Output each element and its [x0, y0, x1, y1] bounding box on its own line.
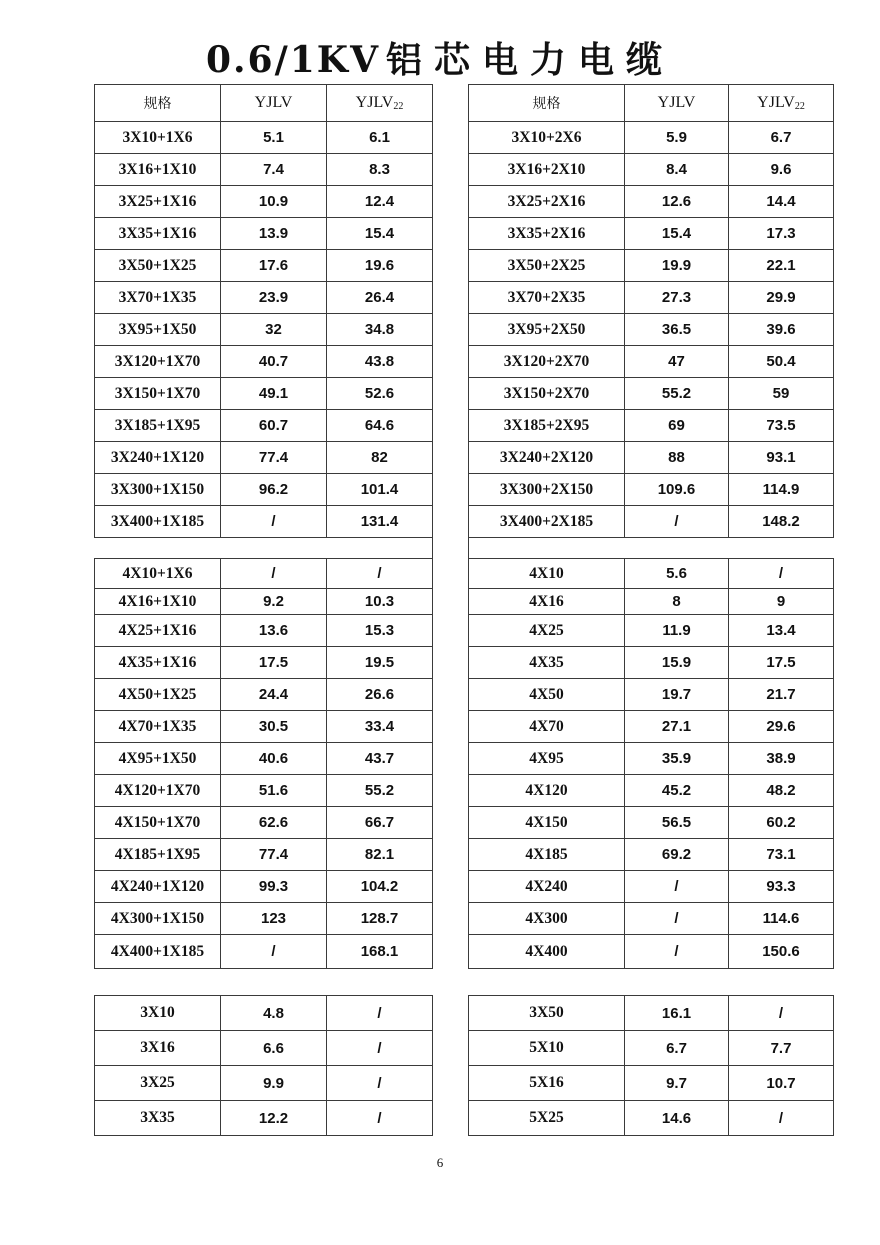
yjlv-weight-cell: 45.2: [625, 775, 729, 807]
yjlv-weight-cell: 56.5: [625, 807, 729, 839]
yjlv22-weight-cell: 9: [729, 589, 834, 615]
table-row: [95, 1066, 433, 1101]
spec-cell: 3X35: [95, 1101, 221, 1136]
yjlv22-weight-cell: 59: [729, 378, 834, 410]
table-row: [469, 807, 834, 839]
table-row: [469, 282, 834, 314]
yjlv-weight-cell: 12.2: [221, 1101, 327, 1136]
spec-cell: 3X70+2X35: [469, 282, 625, 314]
header-yjlv22-subscript: 22: [393, 101, 404, 112]
header-yjlv22: [729, 85, 834, 122]
yjlv-weight-cell: 109.6: [625, 474, 729, 506]
table-row: [95, 807, 433, 839]
yjlv-weight-cell: 13.9: [221, 218, 327, 250]
yjlv-weight-cell: 99.3: [221, 871, 327, 903]
yjlv-weight-cell: 47: [625, 346, 729, 378]
spec-cell: 4X300+1X150: [95, 903, 221, 935]
spec-cell: 4X120: [469, 775, 625, 807]
yjlv22-weight-cell: 60.2: [729, 807, 834, 839]
yjlv22-weight-cell: 15.3: [327, 615, 433, 647]
yjlv22-weight-cell: 19.6: [327, 250, 433, 282]
table-row: [95, 506, 433, 538]
yjlv-weight-cell: 7.4: [221, 154, 327, 186]
yjlv22-weight-cell: 9.6: [729, 154, 834, 186]
yjlv-weight-cell: 51.6: [221, 775, 327, 807]
yjlv22-weight-cell: 26.6: [327, 679, 433, 711]
yjlv-weight-cell: /: [625, 506, 729, 538]
yjlv-weight-cell: 40.6: [221, 743, 327, 775]
yjlv22-weight-cell: 148.2: [729, 506, 834, 538]
yjlv-weight-cell: /: [221, 935, 327, 969]
yjlv22-weight-cell: 39.6: [729, 314, 834, 346]
table-row: [95, 839, 433, 871]
yjlv-weight-cell: 55.2: [625, 378, 729, 410]
table-row: [95, 442, 433, 474]
section-gap: [469, 538, 834, 559]
yjlv22-weight-cell: 7.7: [729, 1031, 834, 1066]
section-gap-cell: [95, 538, 433, 559]
spec-cell: 3X10: [95, 996, 221, 1031]
table-row: [95, 711, 433, 743]
yjlv-weight-cell: 4.8: [221, 996, 327, 1031]
table-row: [95, 871, 433, 903]
table-row: [95, 559, 433, 589]
yjlv-weight-cell: 24.4: [221, 679, 327, 711]
yjlv22-weight-cell: 114.6: [729, 903, 834, 935]
yjlv22-weight-cell: 131.4: [327, 506, 433, 538]
page-number: 6: [436, 1155, 444, 1170]
yjlv22-weight-cell: 29.6: [729, 711, 834, 743]
table-row: [469, 1066, 834, 1101]
yjlv22-weight-cell: /: [327, 559, 433, 589]
yjlv-weight-cell: 5.9: [625, 122, 729, 154]
spec-cell: 3X120+1X70: [95, 346, 221, 378]
table-row: [469, 314, 834, 346]
yjlv22-weight-cell: 21.7: [729, 679, 834, 711]
table-row: [469, 743, 834, 775]
yjlv-weight-cell: 96.2: [221, 474, 327, 506]
spec-cell: 4X400: [469, 935, 625, 969]
table-row: [95, 935, 433, 969]
yjlv-weight-cell: /: [625, 903, 729, 935]
yjlv-weight-cell: 5.1: [221, 122, 327, 154]
table-row: [95, 743, 433, 775]
yjlv22-weight-cell: /: [327, 1031, 433, 1066]
table-row: [95, 218, 433, 250]
spec-cell: 3X16+1X10: [95, 154, 221, 186]
spec-cell: 4X95+1X50: [95, 743, 221, 775]
table-row: [95, 186, 433, 218]
yjlv22-weight-cell: /: [327, 1101, 433, 1136]
yjlv22-weight-cell: /: [729, 996, 834, 1031]
header-yjlv: YJLV: [625, 85, 729, 122]
table-row: [95, 154, 433, 186]
table-row: [469, 903, 834, 935]
spec-cell: 5X10: [469, 1031, 625, 1066]
header-yjlv22-subscript: 22: [794, 101, 805, 112]
yjlv-weight-cell: 14.6: [625, 1101, 729, 1136]
spec-cell: 4X50: [469, 679, 625, 711]
table-row: [95, 775, 433, 807]
header-yjlv22: [327, 85, 433, 122]
yjlv22-weight-cell: /: [327, 1066, 433, 1101]
table-row: [469, 186, 834, 218]
yjlv-weight-cell: 5.6: [625, 559, 729, 589]
table-row: [469, 996, 834, 1031]
yjlv-weight-cell: 19.9: [625, 250, 729, 282]
spec-cell: 4X400+1X185: [95, 935, 221, 969]
table-row: [469, 647, 834, 679]
yjlv-weight-cell: 9.9: [221, 1066, 327, 1101]
table-row: [95, 647, 433, 679]
yjlv22-weight-cell: 82.1: [327, 839, 433, 871]
yjlv22-weight-cell: 12.4: [327, 186, 433, 218]
yjlv22-weight-cell: 101.4: [327, 474, 433, 506]
table-row: [469, 935, 834, 969]
yjlv22-weight-cell: 114.9: [729, 474, 834, 506]
spec-cell: 3X70+1X35: [95, 282, 221, 314]
table-row: [469, 589, 834, 615]
yjlv-weight-cell: 16.1: [625, 996, 729, 1031]
table-row: [469, 154, 834, 186]
yjlv22-weight-cell: 52.6: [327, 378, 433, 410]
spec-cell: 4X150+1X70: [95, 807, 221, 839]
spec-cell: 3X50+1X25: [95, 250, 221, 282]
spec-cell: 3X95+1X50: [95, 314, 221, 346]
yjlv22-weight-cell: 33.4: [327, 711, 433, 743]
spec-cell: 4X70: [469, 711, 625, 743]
header-yjlv22-base: YJLV: [757, 94, 795, 111]
table-row: [469, 410, 834, 442]
right-table-lower: [468, 995, 834, 1136]
yjlv22-weight-cell: 22.1: [729, 250, 834, 282]
table-row: [95, 589, 433, 615]
yjlv22-weight-cell: 93.1: [729, 442, 834, 474]
table-row: [95, 314, 433, 346]
table-row: [469, 1101, 834, 1136]
spec-cell: 4X10+1X6: [95, 559, 221, 589]
yjlv-weight-cell: 19.7: [625, 679, 729, 711]
table-row: [95, 1031, 433, 1066]
spec-cell: 4X50+1X25: [95, 679, 221, 711]
yjlv22-weight-cell: /: [327, 996, 433, 1031]
spec-cell: 4X70+1X35: [95, 711, 221, 743]
header-yjlv22-base: YJLV: [355, 94, 394, 111]
table-row: [95, 474, 433, 506]
right-table-upper: [468, 84, 834, 969]
table-row: [469, 839, 834, 871]
yjlv22-weight-cell: 48.2: [729, 775, 834, 807]
spec-cell: 5X16: [469, 1066, 625, 1101]
yjlv-weight-cell: 35.9: [625, 743, 729, 775]
yjlv22-weight-cell: 13.4: [729, 615, 834, 647]
spec-cell: 3X50: [469, 996, 625, 1031]
table-row: [469, 378, 834, 410]
spec-cell: 3X35+2X16: [469, 218, 625, 250]
header-row: [469, 85, 834, 122]
table-row: [469, 711, 834, 743]
section-gap: [95, 538, 433, 559]
table-row: [95, 996, 433, 1031]
spec-cell: 3X25+1X16: [95, 186, 221, 218]
yjlv22-weight-cell: 73.5: [729, 410, 834, 442]
spec-cell: 3X10+1X6: [95, 122, 221, 154]
spec-cell: 3X16: [95, 1031, 221, 1066]
yjlv22-weight-cell: 10.3: [327, 589, 433, 615]
yjlv-weight-cell: 77.4: [221, 839, 327, 871]
yjlv-weight-cell: 27.1: [625, 711, 729, 743]
spec-cell: 4X185: [469, 839, 625, 871]
header-spec: 规格: [469, 85, 625, 122]
yjlv-weight-cell: 9.7: [625, 1066, 729, 1101]
yjlv-weight-cell: 8.4: [625, 154, 729, 186]
yjlv-weight-cell: 9.2: [221, 589, 327, 615]
table-row: [95, 903, 433, 935]
yjlv22-weight-cell: 8.3: [327, 154, 433, 186]
yjlv22-weight-cell: 38.9: [729, 743, 834, 775]
yjlv-weight-cell: 88: [625, 442, 729, 474]
yjlv22-weight-cell: 66.7: [327, 807, 433, 839]
spec-cell: 3X185+1X95: [95, 410, 221, 442]
table-row: [95, 1101, 433, 1136]
table-row: [95, 346, 433, 378]
left-table-lower: [94, 995, 433, 1136]
spec-cell: 4X25: [469, 615, 625, 647]
yjlv-weight-cell: 27.3: [625, 282, 729, 314]
yjlv-weight-cell: 32: [221, 314, 327, 346]
table-row: [469, 775, 834, 807]
spec-cell: 5X25: [469, 1101, 625, 1136]
yjlv-weight-cell: 13.6: [221, 615, 327, 647]
table-row: [95, 122, 433, 154]
yjlv-weight-cell: 62.6: [221, 807, 327, 839]
title-voltage: 0.6/1KV: [205, 39, 381, 81]
yjlv22-weight-cell: 6.1: [327, 122, 433, 154]
section-gap-cell: [469, 538, 834, 559]
yjlv-weight-cell: 15.4: [625, 218, 729, 250]
spec-cell: 3X50+2X25: [469, 250, 625, 282]
spec-cell: 3X240+1X120: [95, 442, 221, 474]
spec-cell: 4X150: [469, 807, 625, 839]
table-row: [95, 378, 433, 410]
yjlv22-weight-cell: 150.6: [729, 935, 834, 969]
table-row: [469, 442, 834, 474]
yjlv-weight-cell: 6.6: [221, 1031, 327, 1066]
table-row: [469, 679, 834, 711]
yjlv-weight-cell: 6.7: [625, 1031, 729, 1066]
yjlv22-weight-cell: 17.5: [729, 647, 834, 679]
spec-cell: 3X25: [95, 1066, 221, 1101]
yjlv-weight-cell: /: [625, 871, 729, 903]
table-row: [469, 218, 834, 250]
spec-cell: 3X300+1X150: [95, 474, 221, 506]
table-row: [469, 871, 834, 903]
spec-cell: 4X16: [469, 589, 625, 615]
page-title: [0, 34, 880, 86]
yjlv22-weight-cell: 93.3: [729, 871, 834, 903]
yjlv-weight-cell: 123: [221, 903, 327, 935]
yjlv22-weight-cell: 19.5: [327, 647, 433, 679]
yjlv22-weight-cell: /: [729, 559, 834, 589]
yjlv-weight-cell: 8: [625, 589, 729, 615]
table-row: [469, 1031, 834, 1066]
yjlv22-weight-cell: 34.8: [327, 314, 433, 346]
title-cable-type: 铝芯电力电缆: [386, 39, 675, 81]
yjlv-weight-cell: 15.9: [625, 647, 729, 679]
spec-cell: 4X300: [469, 903, 625, 935]
spec-cell: 4X10: [469, 559, 625, 589]
spec-cell: 4X25+1X16: [95, 615, 221, 647]
spec-cell: 4X16+1X10: [95, 589, 221, 615]
yjlv-weight-cell: 40.7: [221, 346, 327, 378]
yjlv-weight-cell: 10.9: [221, 186, 327, 218]
table-row: [469, 559, 834, 589]
yjlv-weight-cell: 77.4: [221, 442, 327, 474]
yjlv22-weight-cell: 43.8: [327, 346, 433, 378]
spec-cell: 3X300+2X150: [469, 474, 625, 506]
yjlv-weight-cell: 23.9: [221, 282, 327, 314]
yjlv22-weight-cell: 43.7: [327, 743, 433, 775]
yjlv-weight-cell: 11.9: [625, 615, 729, 647]
spec-cell: 3X150+1X70: [95, 378, 221, 410]
yjlv22-weight-cell: 55.2: [327, 775, 433, 807]
yjlv-weight-cell: 30.5: [221, 711, 327, 743]
header-yjlv: YJLV: [221, 85, 327, 122]
yjlv22-weight-cell: 82: [327, 442, 433, 474]
spec-cell: 4X95: [469, 743, 625, 775]
yjlv-weight-cell: 36.5: [625, 314, 729, 346]
spec-cell: 3X240+2X120: [469, 442, 625, 474]
table-row: [95, 615, 433, 647]
yjlv22-weight-cell: 17.3: [729, 218, 834, 250]
spec-cell: 3X400+1X185: [95, 506, 221, 538]
spec-cell: 3X35+1X16: [95, 218, 221, 250]
table-row: [95, 282, 433, 314]
spec-cell: 3X16+2X10: [469, 154, 625, 186]
yjlv22-weight-cell: 10.7: [729, 1066, 834, 1101]
yjlv22-weight-cell: 104.2: [327, 871, 433, 903]
yjlv-weight-cell: 69: [625, 410, 729, 442]
yjlv22-weight-cell: 14.4: [729, 186, 834, 218]
table-row: [469, 122, 834, 154]
yjlv22-weight-cell: 15.4: [327, 218, 433, 250]
spec-cell: 4X240+1X120: [95, 871, 221, 903]
spec-cell: 4X185+1X95: [95, 839, 221, 871]
spec-cell: 3X95+2X50: [469, 314, 625, 346]
yjlv-weight-cell: /: [221, 506, 327, 538]
spec-cell: 3X400+2X185: [469, 506, 625, 538]
spec-cell: 3X185+2X95: [469, 410, 625, 442]
table-row: [469, 346, 834, 378]
header-row: [95, 85, 433, 122]
spec-cell: 3X150+2X70: [469, 378, 625, 410]
table-row: [469, 615, 834, 647]
yjlv22-weight-cell: 64.6: [327, 410, 433, 442]
yjlv-weight-cell: /: [221, 559, 327, 589]
yjlv-weight-cell: 49.1: [221, 378, 327, 410]
table-row: [95, 410, 433, 442]
table-row: [469, 506, 834, 538]
yjlv22-weight-cell: /: [729, 1101, 834, 1136]
yjlv22-weight-cell: 168.1: [327, 935, 433, 969]
spec-cell: 4X35: [469, 647, 625, 679]
yjlv22-weight-cell: 6.7: [729, 122, 834, 154]
header-spec: 规格: [95, 85, 221, 122]
left-table-upper: [94, 84, 433, 969]
spec-cell: 4X120+1X70: [95, 775, 221, 807]
spec-cell: 3X25+2X16: [469, 186, 625, 218]
spec-cell: 4X35+1X16: [95, 647, 221, 679]
table-row: [469, 250, 834, 282]
yjlv22-weight-cell: 73.1: [729, 839, 834, 871]
yjlv-weight-cell: /: [625, 935, 729, 969]
yjlv-weight-cell: 17.5: [221, 647, 327, 679]
spec-cell: 3X120+2X70: [469, 346, 625, 378]
yjlv22-weight-cell: 29.9: [729, 282, 834, 314]
yjlv22-weight-cell: 26.4: [327, 282, 433, 314]
table-row: [469, 474, 834, 506]
yjlv-weight-cell: 69.2: [625, 839, 729, 871]
yjlv-weight-cell: 12.6: [625, 186, 729, 218]
yjlv22-weight-cell: 50.4: [729, 346, 834, 378]
table-row: [95, 679, 433, 711]
table-row: [95, 250, 433, 282]
spec-cell: 4X240: [469, 871, 625, 903]
yjlv-weight-cell: 60.7: [221, 410, 327, 442]
spec-cell: 3X10+2X6: [469, 122, 625, 154]
yjlv22-weight-cell: 128.7: [327, 903, 433, 935]
yjlv-weight-cell: 17.6: [221, 250, 327, 282]
